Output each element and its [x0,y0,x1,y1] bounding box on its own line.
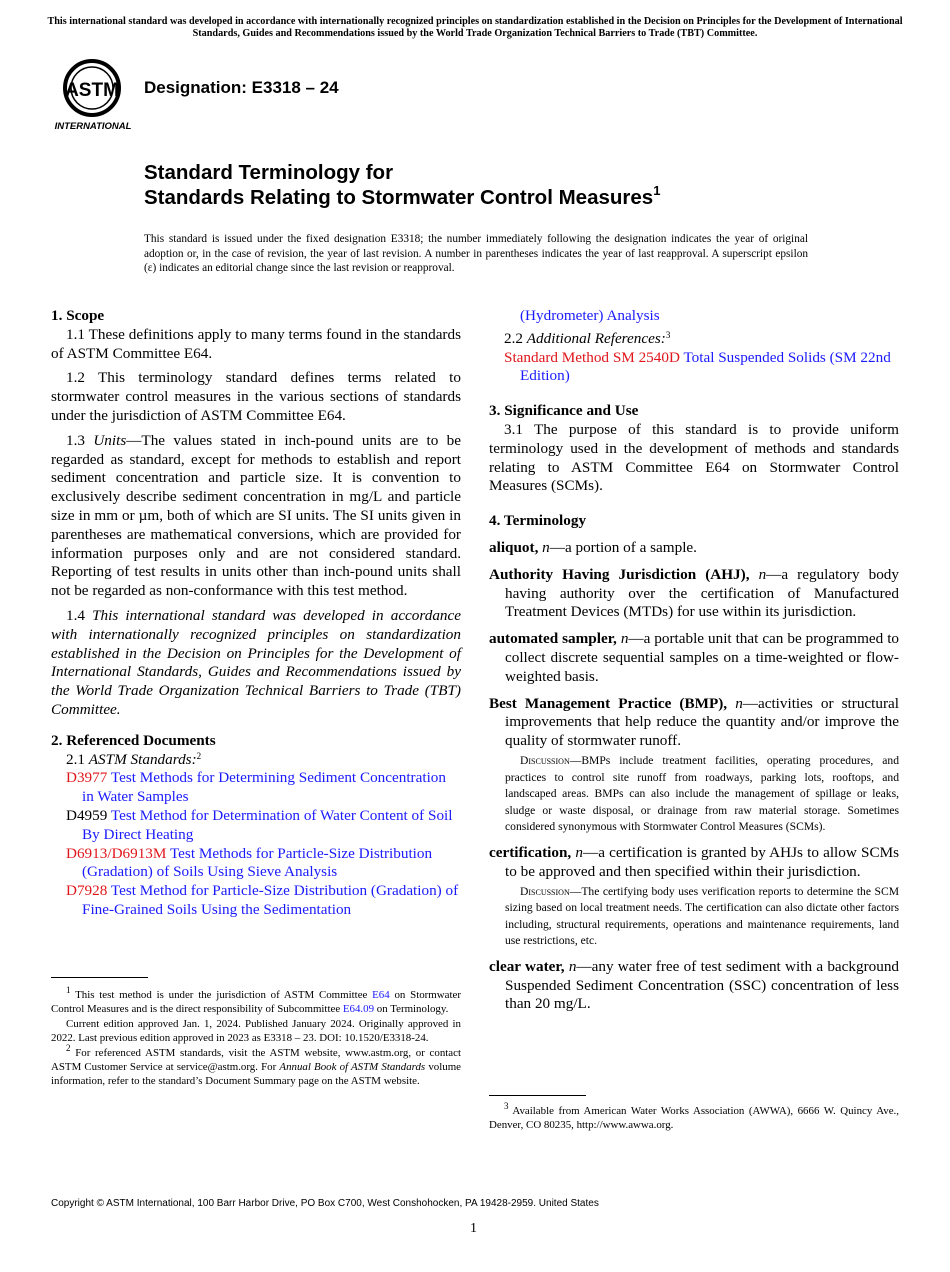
footnote-mark-3: 3 [665,329,671,340]
term-name: automated sampler, [489,630,617,648]
additional-references-text: Additional References: [526,329,666,347]
footnote-rule [489,1095,586,1096]
astm-logo [52,58,134,134]
tbt-notice: This international standard was developed in accordance with internationally recognized principles on standardization established in the Decision on Principles for the Development of International Standards, Guides and Recommendations issued by the World Trade Organization Technical Barriers to Trade (TBT) Committee. [47,16,903,39]
ref-code[interactable]: D3977 [66,769,108,787]
ref-title-continued[interactable]: (Hydrometer) Analysis [520,307,660,324]
term-name: Best Management Practice (BMP), [489,694,728,712]
part-of-speech: n [542,538,550,556]
logo-text: ASTM [65,80,119,101]
title-footnote-mark: 1 [653,183,661,198]
title-line-2-text: Standards Relating to Stormwater Control Measures [144,186,654,209]
term-definition: —a regulatory body having authority over the certification of Manufactured Treatment Devices (MTDs) for use within its jurisdiction. [505,565,899,621]
discussion-text: —The certifying body uses verification reports to determine the SCM sizing based on local treatment needs. The certification can also dictate other factors including, structural requirements, operations and maintenance requirements, land use restrictions, etc. [505,884,899,948]
reference-d7928[interactable] [51,882,461,920]
designation: Designation: E3318 – 24 [144,78,339,97]
ref-code[interactable]: D6913/D6913M [66,844,167,862]
footnote-text: volume information, refer to the standard’s Document Summary page on the ASTM website. [51,1061,462,1088]
para-number: 2.1 [66,750,85,768]
section-heading-referenced: 2. Referenced Documents [51,731,216,749]
footnote-mark: 1 [66,985,71,995]
term-name: clear water, [489,957,565,975]
scope-para-1-4 [51,607,461,720]
logo-subtext: INTERNATIONAL [54,121,132,132]
ref-code[interactable]: D7928 [66,882,108,900]
term-name: certification, [489,843,572,861]
term-bmp [489,695,899,751]
scope-para-1-1: 1.1 These definitions apply to many terms found in the standards of ASTM Committee E64. [51,325,461,362]
additional-references-label [489,330,899,349]
part-of-speech: n [735,694,743,712]
footnotes-left [51,985,462,1089]
committee-link[interactable]: E64 [372,989,390,1001]
reference-d7928-continued[interactable] [489,307,899,326]
units-label: Units [93,431,127,449]
footnote-1-edition: Current edition approved Jan. 1, 2024. Published January 2024. Originally approved in 2022. Last previous edition approved in 2023 as E3318 – 23. DOI: 10.1520/E3318-24. [51,1017,461,1045]
section-heading-significance: 3. Significance and Use [489,402,639,420]
astm-standards-label [51,751,461,770]
footnote-rule [51,977,148,978]
section-heading-scope: 1. Scope [51,307,105,324]
ref-code[interactable]: Standard Method SM 2540D [504,348,680,366]
ref-title[interactable]: Test Method for Particle-Size Distribution (Gradation) of Fine-Grained Soils Using the Sedimentation [82,882,459,918]
term-name: aliquot, [489,538,539,556]
term-definition: —activities or structural improvements that help reduce the quantity and/or improve the quality of stormwater runoff. [505,694,899,750]
footnote-mark: 2 [66,1042,71,1053]
term-name: Authority Having Jurisdiction (AHJ), [489,565,750,583]
footnote-3-text [489,1101,899,1133]
term-definition: —a portable unit that can be programmed to collect discrete sequential samples on a time-weighted or flow-weighted basis. [505,630,900,685]
left-column [51,307,461,920]
term-aliquot [489,539,899,558]
footnote-text: on Terminology. [376,1003,449,1016]
footnote-3 [489,1101,899,1133]
ref-title[interactable]: Total Suspended Solids (SM 22nd Edition) [520,348,891,385]
certification-discussion [489,884,899,950]
discussion-label: Discussion [520,884,570,898]
part-of-speech: n [575,843,583,861]
title-line-2 [144,185,660,210]
term-certification [489,844,899,882]
title-line-1: Standard Terminology for [144,161,394,184]
term-definition: —any water free of test sediment with a background Suspended Sediment Concentration (SSC) concentration of less than 20 mg/L. [505,957,900,1013]
part-of-speech: n [620,630,629,648]
footnote-text: Available from American Water Works Association (AWWA), 6666 W. Quincy Ave., Denver, CO 80235, http://www.awwa.org. [489,1105,899,1132]
footnote-text: For referenced ASTM standards, visit the ASTM website, www.astm.org, or contact ASTM Customer Service at service@astm.org. For [51,1046,461,1074]
subcommittee-link[interactable]: E64.09 [342,1003,375,1016]
ref-title[interactable]: Test Methods for Particle-Size Distribution (Gradation) of Soils Using Sieve Analysis [82,844,433,881]
bmp-discussion [489,753,899,836]
part-of-speech: n [758,565,767,583]
footnote-mark: 3 [504,1101,509,1111]
document-title [144,160,660,210]
section-heading-terminology: 4. Terminology [489,512,587,530]
footnote-1 [51,985,461,1017]
annual-book-title: Annual Book of ASTM Standards [279,1061,426,1074]
scope-para-1-2: 1.2 This terminology standard defines terms related to stormwater control measures in the various sections of standards under the jurisdiction of ASTM Committee E64. [51,369,461,424]
footnote-text: This test method is under the jurisdiction of ASTM Committee [75,989,368,1001]
part-of-speech: n [568,957,577,975]
footnote-2 [51,1042,462,1089]
scope-para-1-3 [51,432,461,601]
reference-d4959[interactable] [51,807,461,845]
wto-statement: This international standard was developed in accordance with internationally recognized principles on standardization established in the Decision on Principles for the Development of International Standards, Guides and Recommendations issued by the World Trade Organization Technical Barriers to Trade (TBT) Committee. [51,606,462,718]
discussion-text: —BMPs include treatment facilities, operating procedures, and practices to control site runoff from roadways, parking lots, rooftops, and landscaped areas. BMPs can also include the management of spillage or leaks, sludge or waste disposal, or drainage from raw material storage. Sometimes considered synonymous with Stormwater Control Measures (SCMs). [505,753,899,834]
para-number: 1.3 [66,431,85,449]
ref-code: D4959 [66,806,108,824]
reference-d6913[interactable] [51,845,461,883]
page-number: 1 [470,1221,477,1236]
right-column [489,307,899,1022]
term-clear-water [489,958,899,1014]
reference-sm2540d[interactable] [489,349,899,387]
term-definition: —a certification is granted by AHJs to allow SCMs to be approved and then specified within their jurisdiction. [505,843,899,880]
para-number: 1.4 [66,606,85,624]
copyright-line: Copyright © ASTM International, 100 Barr Harbor Drive, PO Box C700, West Conshohocken, PA 19428-2959. United States [51,1198,599,1209]
units-text: —The values stated in inch-pound units are to be regarded as standard, except for methods to establish and report sediment concentration and particle size. It is convention to exclusively describe sediment concentration in mg/L and particle size in mm or µm, both of which are SI units. The SI units given in parentheses are mathematical conversions, which are provided for information purposes only and are not considered standard. Reporting of test results in units other than inch-pound units shall not be regarded as non-conformance with this test method. [51,431,461,600]
para-number: 2.2 [504,329,523,347]
term-definition: —a portion of a sample. [549,538,697,556]
footnote-text: on Stormwater Control Measures and is the direct responsibility of Subcommittee [51,989,461,1016]
term-automated-sampler [489,630,899,686]
astm-standards-text: ASTM Standards: [88,750,197,768]
reference-d3977[interactable] [51,769,461,807]
issuance-note: This standard is issued under the fixed designation E3318; the number immediately following the designation indicates the year of original adoption or, in the case of revision, the year of last revision. A number in parentheses indicates the year of last reapproval. A superscript epsilon (ε) indicates an editorial change since the last revision or reapproval. [144,233,808,275]
ref-title[interactable]: Test Method for Determination of Water Content of Soil By Direct Heating [82,806,453,843]
footnote-mark-2: 2 [196,750,202,761]
term-ahj [489,566,899,622]
discussion-label: Discussion [520,753,570,767]
significance-para-3-1: 3.1 The purpose of this standard is to provide uniform terminology used in the development of methods and standards relating to ASTM Committee E64 on Stormwater Control Measures (SCMs). [489,420,899,495]
ref-title[interactable]: Test Methods for Determining Sediment Concentration in Water Samples [82,769,446,806]
